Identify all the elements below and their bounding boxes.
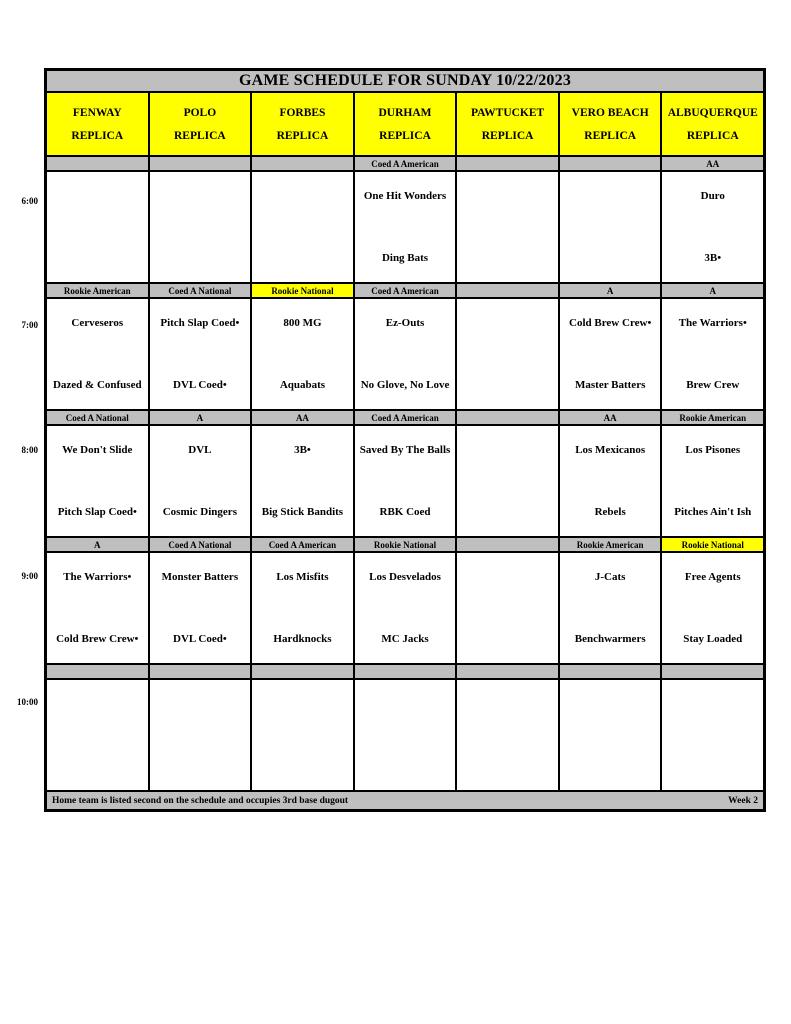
home-team: Cold Brew Crew•: [56, 633, 139, 646]
time-label-7: 7:00: [21, 320, 38, 330]
division-cell: A: [662, 284, 763, 297]
field-name: FORBES: [279, 106, 326, 119]
game-cell: [252, 299, 355, 409]
away-team: J-Cats: [594, 571, 626, 583]
home-team: 3B•: [704, 252, 722, 265]
field-header-durham: [355, 93, 458, 155]
time-label-10: 10:00: [17, 697, 38, 707]
game-cell: [355, 680, 458, 790]
division-cell: [252, 157, 355, 170]
home-team: MC Jacks: [381, 633, 429, 646]
field-name: PAWTUCKET: [470, 106, 545, 119]
game-cell: [560, 680, 663, 790]
home-team: RBK Coed: [379, 506, 431, 519]
home-team: Master Batters: [575, 379, 646, 392]
field-header-fenway: [47, 93, 150, 155]
away-team: We Don't Slide: [62, 444, 133, 456]
game-cell: [457, 680, 560, 790]
away-team: Los Pisones: [685, 444, 741, 456]
page-title: GAME SCHEDULE FOR SUNDAY 10/22/2023: [238, 72, 572, 89]
title-bar: [47, 71, 763, 93]
away-team: Los Desvelados: [369, 571, 441, 583]
field-header-albuquerque: [662, 93, 763, 155]
away-team: The Warriors•: [678, 317, 747, 329]
game-cell: [560, 172, 663, 282]
away-team: 800 MG: [283, 317, 322, 329]
field-type: REPLICA: [71, 129, 124, 142]
field-type: REPLICA: [173, 129, 226, 142]
division-cell: [457, 665, 560, 678]
division-cell: Coed A National: [150, 284, 253, 297]
game-cell: [47, 426, 150, 536]
away-team: Ez-Outs: [385, 317, 425, 329]
time-label-8: 8:00: [21, 445, 38, 455]
division-cell: [457, 284, 560, 297]
game-cell: [560, 553, 663, 663]
game-cell: [252, 553, 355, 663]
division-band-row: [47, 665, 763, 680]
home-team: Pitch Slap Coed•: [57, 506, 137, 519]
game-cell: [252, 680, 355, 790]
division-cell: Rookie American: [662, 411, 763, 424]
game-cell: [662, 426, 763, 536]
game-row-10pm: [47, 680, 763, 792]
division-cell: Coed A American: [355, 284, 458, 297]
game-cell: [457, 172, 560, 282]
home-team: Benchwarmers: [574, 633, 646, 646]
game-cell: [560, 426, 663, 536]
time-label-9: 9:00: [21, 571, 38, 581]
away-team: Cerveseros: [71, 317, 124, 329]
field-header-pawtucket: [457, 93, 560, 155]
home-team: Brew Crew: [686, 379, 740, 392]
field-name: VERO BEACH: [571, 106, 649, 119]
away-team: Saved By The Balls: [359, 444, 451, 456]
division-cell: Rookie National: [355, 538, 458, 551]
division-cell: [252, 665, 355, 678]
home-team: Ding Bats: [381, 252, 429, 265]
game-cell: [150, 680, 253, 790]
division-cell: A: [150, 411, 253, 424]
division-cell: Coed A American: [355, 411, 458, 424]
home-team: Pitches Ain't Ish: [674, 506, 752, 519]
division-cell: [355, 665, 458, 678]
division-band-row: [47, 538, 763, 553]
game-cell: [252, 172, 355, 282]
field-type: REPLICA: [481, 129, 534, 142]
game-cell: [47, 299, 150, 409]
field-type: REPLICA: [686, 129, 739, 142]
division-cell: Coed A American: [355, 157, 458, 170]
game-cell: [662, 680, 763, 790]
away-team: Monster Batters: [161, 571, 239, 583]
schedule-table: [44, 68, 766, 812]
division-cell: [457, 157, 560, 170]
week-label: Week 2: [728, 795, 758, 806]
division-cell: [560, 157, 663, 170]
home-team: Cosmic Dingers: [162, 506, 237, 519]
game-cell: [355, 426, 458, 536]
game-row-6pm: [47, 172, 763, 284]
away-team: Los Mexicanos: [575, 444, 646, 456]
division-cell: AA: [252, 411, 355, 424]
away-team: Duro: [700, 190, 725, 202]
game-row-8pm: [47, 426, 763, 538]
footnote-text: Home team is listed second on the schedule and occupies 3rd base dugout: [52, 795, 349, 806]
game-cell: [150, 172, 253, 282]
division-cell: [150, 665, 253, 678]
game-cell: [662, 553, 763, 663]
division-band-row: [47, 411, 763, 426]
away-team: The Warriors•: [63, 571, 132, 583]
away-team: Los Misfits: [276, 571, 329, 583]
away-team: Free Agents: [684, 571, 741, 583]
home-team: Dazed & Confused: [52, 379, 142, 392]
away-team: Cold Brew Crew•: [569, 317, 652, 329]
footer-bar: [47, 792, 763, 809]
field-type: REPLICA: [379, 129, 431, 142]
division-cell: AA: [560, 411, 663, 424]
home-team: DVL Coed•: [173, 379, 227, 392]
division-cell: Rookie American: [560, 538, 663, 551]
division-cell: [457, 411, 560, 424]
field-header-row: [47, 93, 763, 157]
field-header-vero-beach: [560, 93, 663, 155]
game-cell: [662, 172, 763, 282]
field-header-forbes: [252, 93, 355, 155]
game-cell: [355, 553, 458, 663]
game-cell: [252, 426, 355, 536]
division-cell: [47, 157, 150, 170]
field-header-polo: [150, 93, 253, 155]
home-team: DVL Coed•: [173, 633, 227, 646]
game-cell: [355, 299, 458, 409]
division-cell-highlighted: Rookie National: [662, 538, 763, 551]
home-team: No Glove, No Love: [360, 379, 450, 392]
away-team: DVL: [188, 444, 212, 456]
game-cell: [47, 553, 150, 663]
game-row-7pm: [47, 299, 763, 411]
division-cell: [662, 665, 763, 678]
division-cell: AA: [662, 157, 763, 170]
division-cell: [47, 665, 150, 678]
field-type: REPLICA: [584, 129, 637, 142]
away-team: One Hit Wonders: [363, 190, 447, 202]
away-team: 3B•: [294, 444, 311, 456]
field-name: POLO: [183, 106, 217, 119]
game-cell: [662, 299, 763, 409]
field-type: REPLICA: [276, 129, 329, 142]
division-band-row: [47, 284, 763, 299]
field-name: FENWAY: [72, 106, 122, 119]
field-name: DURHAM: [378, 106, 432, 119]
game-cell: [47, 172, 150, 282]
division-cell: Rookie American: [47, 284, 150, 297]
game-cell: [560, 299, 663, 409]
game-cell: [150, 426, 253, 536]
division-cell: Coed A National: [47, 411, 150, 424]
time-label-6: 6:00: [21, 196, 38, 206]
game-cell: [47, 680, 150, 790]
division-cell-highlighted: Rookie National: [252, 284, 355, 297]
division-band-row: [47, 157, 763, 172]
home-team: Stay Loaded: [683, 633, 743, 646]
division-cell: [150, 157, 253, 170]
game-cell: [457, 426, 560, 536]
division-cell: [457, 538, 560, 551]
field-name: ALBUQUERQUE: [667, 106, 758, 119]
division-cell: A: [560, 284, 663, 297]
game-cell: [150, 299, 253, 409]
division-cell: [560, 665, 663, 678]
division-cell: A: [47, 538, 150, 551]
home-team: Rebels: [594, 506, 626, 519]
game-cell: [355, 172, 458, 282]
home-team: Hardknocks: [273, 633, 332, 646]
home-team: Big Stick Bandits: [261, 506, 344, 519]
game-cell: [457, 553, 560, 663]
division-cell: Coed A National: [150, 538, 253, 551]
game-cell: [150, 553, 253, 663]
game-row-9pm: [47, 553, 763, 665]
game-cell: [457, 299, 560, 409]
division-cell: Coed A American: [252, 538, 355, 551]
home-team: Aquabats: [279, 379, 326, 392]
away-team: Pitch Slap Coed•: [160, 317, 240, 329]
